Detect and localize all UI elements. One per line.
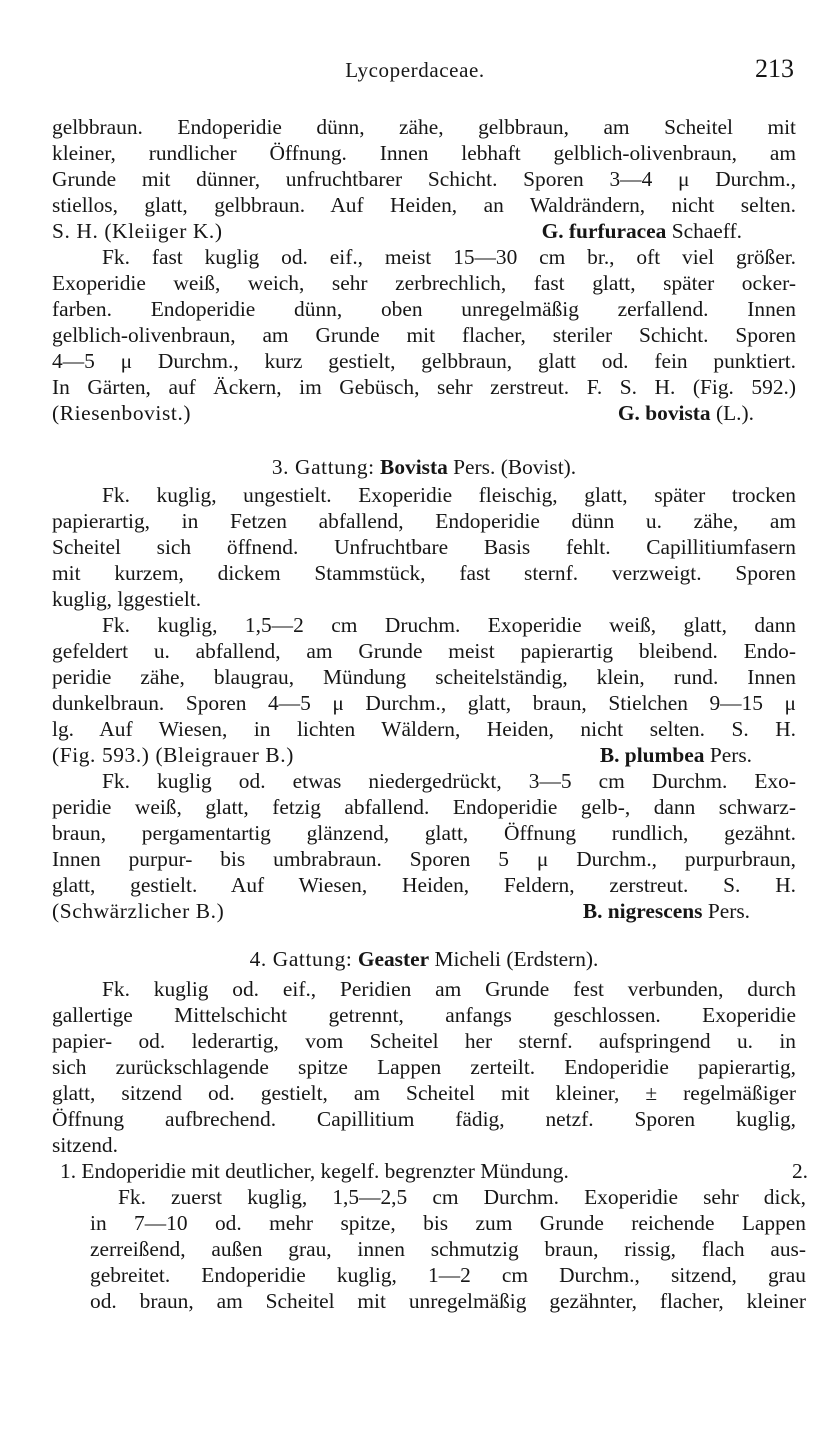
text-line: dunkelbraun. Sporen 4—5 μ Durchm., glatt, braun, Stielchen 9—15 μ [52,691,796,715]
species-binomial: G. furfuracea [541,219,667,243]
key-number: 1. [60,1159,77,1183]
text-line: glatt, sitzend od. gestielt, am Scheitel mit kleiner, ± regelmäßiger [52,1081,796,1105]
text-line: Exoperidie weiß, weich, sehr zerbrechlich, fast glatt, später ocker- [52,271,796,295]
common-name: (Schwärzlicher B.) [52,899,225,923]
genus-name: Bovista [380,455,448,479]
species-author: Pers. [707,899,750,923]
text-line: Fk. zuerst kuglig, 1,5—2,5 cm Durchm. Exoperidie sehr dick, [118,1185,806,1209]
genus-heading [52,946,796,972]
common-name: (Riesenbovist.) [52,401,192,425]
text-line: Fk. fast kuglig od. eif., meist 15—30 cm br., oft viel größer. [102,245,796,269]
text-line: Innen purpur- bis umbrabraun. Sporen 5 μ Durchm., purpurbraun, [52,847,796,871]
species-binomial: B. nigrescens [582,899,703,923]
text-line: kleiner, rundlicher Öffnung. Innen lebhaft gelblich-olivenbraun, am [52,141,796,165]
species-binomial: G. bovista [617,401,711,425]
text-line: gefeldert u. abfallend, am Grunde meist papierartig bleibend. Endo- [52,639,796,663]
text-line: papier- od. lederartig, vom Scheitel her sternf. aufspringend u. in [52,1029,796,1053]
text-line: glatt, gestielt. Auf Wiesen, Heiden, Feldern, zerstreut. S. H. [52,873,796,897]
text-line: kuglig, lggestielt. [52,587,202,611]
text-line: Fk. kuglig, 1,5—2 cm Druchm. Exoperidie weiß, glatt, dann [102,613,796,637]
text-line: lg. Auf Wiesen, in lichten Wäldern, Heiden, nicht selten. S. H. [52,717,796,741]
species-line [52,898,750,924]
genus-heading-prefix: 4. Gattung: [249,947,353,971]
text-line: mit kurzem, dickem Stammstück, fast sternf. verzweigt. Sporen [52,561,796,585]
common-name: S. H. (Kleiiger K.) [52,219,223,243]
genus-heading-suffix: Micheli (Erdstern). [434,947,599,971]
text-line: 4—5 μ Durchm., kurz gestielt, gelbbraun, glatt od. fein punktiert. [52,349,796,373]
text-line: Fk. kuglig od. etwas niedergedrückt, 3—5 cm Durchm. Exo- [102,769,796,793]
species-name [583,898,750,924]
key-entry [60,1158,808,1184]
text-line: sich zurückschlagende spitze Lappen zerteilt. Endoperidie papierartig, [52,1055,796,1079]
text-line: Fk. kuglig od. eif., Peridien am Grunde fest verbunden, durch [102,977,796,1001]
species-line [52,218,742,244]
species-line [52,400,754,426]
genus-heading-suffix: Pers. (Bovist). [453,455,577,479]
text-line: gelblich-olivenbraun, am Grunde mit flacher, steriler Schicht. Sporen [52,323,796,347]
key-entry-lead [60,1158,569,1184]
text-line: gebreitet. Endoperidie kuglig, 1—2 cm Durchm., sitzend, grau [90,1263,806,1287]
text-line: peridie zähe, blaugrau, Mündung scheitelständig, klein, rund. Innen [52,665,796,689]
species-author: Schaeff. [671,219,742,243]
page-number: 213 [755,54,794,83]
text-line: stiellos, glatt, gelbbraun. Auf Heiden, an Waldrändern, nicht selten. [52,193,796,217]
text-line: gelbbraun. Endoperidie dünn, zähe, gelbbraun, am Scheitel mit [52,115,796,139]
running-title: Lycoperdaceae. [345,58,485,82]
text-line: In Gärten, auf Äckern, im Gebüsch, sehr zerstreut. F. S. H. (Fig. 592.) [52,375,796,399]
text-line: Grunde mit dünner, unfruchtbarer Schicht. Sporen 3—4 μ Durchm., [52,167,796,191]
species-author: Pers. [709,743,752,767]
genus-heading [52,454,796,480]
text-line: Scheitel sich öffnend. Unfruchtbare Basis fehlt. Capillitiumfasern [52,535,796,559]
common-name: (Fig. 593.) (Bleigrauer B.) [52,743,294,767]
text-line: Öffnung aufbrechend. Capillitium fädig, netzf. Sporen kuglig, [52,1107,796,1131]
species-binomial: B. plumbea [599,743,705,767]
text-line: Fk. kuglig, ungestielt. Exoperidie fleischig, glatt, später trocken [102,483,796,507]
species-name [542,218,742,244]
species-author: (L.). [715,401,754,425]
text-line: sitzend. [52,1133,118,1157]
text-line: zerreißend, außen grau, innen schmutzig braun, rissig, flach aus- [90,1237,806,1261]
text-line: farben. Endoperidie dünn, oben unregelmäßig zerfallend. Innen [52,297,796,321]
species-line [52,742,752,768]
genus-heading-prefix: 3. Gattung: [271,455,375,479]
text-line: in 7—10 od. mehr spitze, bis zum Grunde reichende Lappen [90,1211,806,1235]
text-line: peridie weiß, glatt, fetzig abfallend. Endoperidie gelb-, dann schwarz- [52,795,796,819]
text-line: gallertige Mittelschicht getrennt, anfangs geschlossen. Exoperidie [52,1003,796,1027]
key-text: Endoperidie mit deutlicher, kegelf. begrenzter Mündung. [81,1159,569,1183]
species-name [618,400,754,426]
key-reference: 2. [791,1159,808,1183]
text-line: od. braun, am Scheitel mit unregelmäßig gezähnter, flacher, kleiner [90,1289,806,1313]
genus-name: Geaster [357,947,430,971]
species-name [600,742,752,768]
text-line: braun, pergamentartig glänzend, glatt, Öffnung rundlich, gezähnt. [52,821,796,845]
text-line: papierartig, in Fetzen abfallend, Endoperidie dünn u. zähe, am [52,509,796,533]
